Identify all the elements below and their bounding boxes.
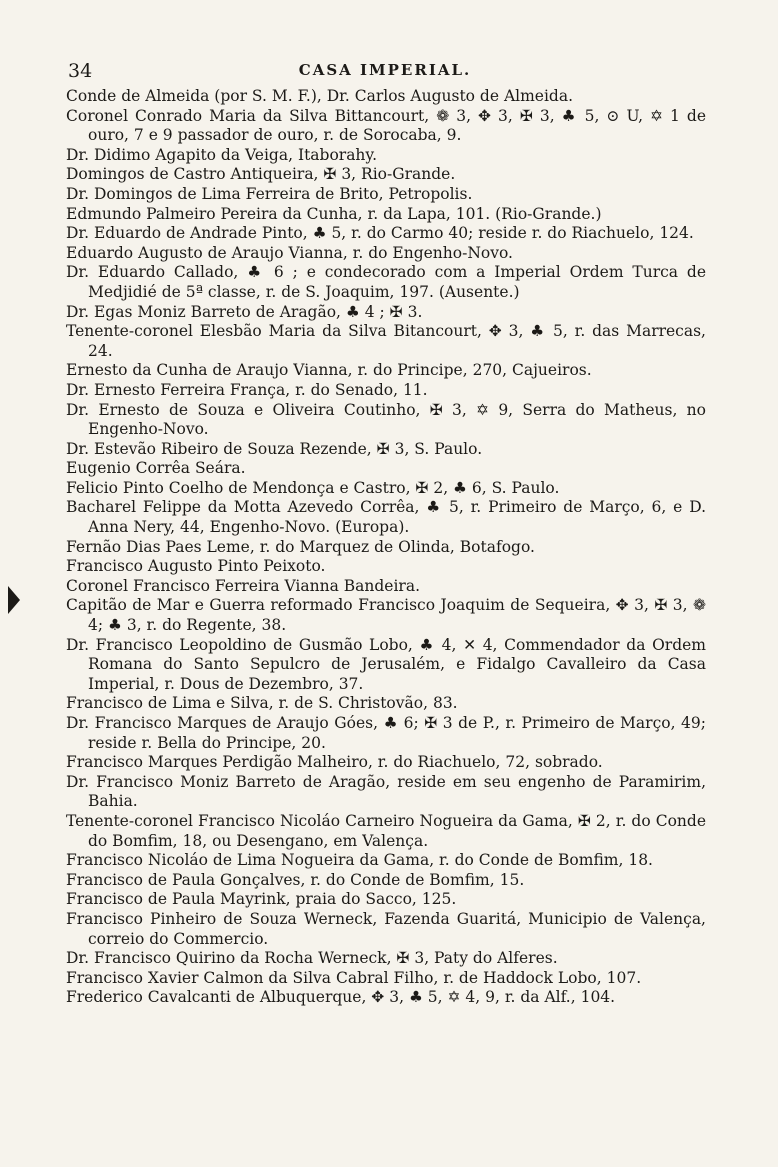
list-item: Dr. Francisco Quirino da Rocha Werneck, ✠ 3, Paty do Alferes.	[66, 949, 558, 968]
page-number: 34	[68, 60, 93, 82]
list-item: Bacharel Felippe da Motta Azevedo Corrêa, ♣ 5, r. Primeiro de Março, 6, e D. Anna Nery, 44, Engenho-Novo. (Europa).	[66, 498, 706, 537]
list-item: Dr. Ernesto Ferreira França, r. do Senado, 11.	[66, 380, 428, 399]
list-item: Francisco Pinheiro de Souza Werneck, Fazenda Guaritá, Municipio de Valença, correio do Commercio.	[66, 909, 706, 948]
list-item: Coronel Conrado Maria da Silva Bittancourt, ❁ 3, ✥ 3, ✠ 3, ♣ 5, ⊙ U, ✡ 1 de ouro, 7 e 9 passador de ouro, r. de Sorocaba, 9.	[66, 106, 706, 145]
list-item: Francisco Augusto Pinto Peixoto.	[66, 557, 326, 576]
list-item: Fernão Dias Paes Leme, r. do Marquez de Olinda, Botafogo.	[66, 537, 535, 556]
list-item: Dr. Estevão Ribeiro de Souza Rezende, ✠ 3, S. Paulo.	[66, 439, 483, 458]
list-item: Tenente-coronel Elesbão Maria da Silva Bitancourt, ✥ 3, ♣ 5, r. das Marrecas, 24.	[66, 322, 706, 360]
list-item: Conde de Almeida (por S. M. F.), Dr. Carlos Augusto de Almeida.	[66, 87, 574, 105]
running-title: CASA IMPERIAL.	[298, 61, 472, 79]
list-item: Dr. Francisco Marques de Araujo Góes, ♣ 6; ✠ 3 de P., r. Primeiro de Março, 49; reside r. Bella do Principe, 20.	[66, 714, 706, 752]
list-item: Francisco de Paula Gonçalves, r. do Conde de Bomfim, 15.	[66, 870, 525, 889]
list-item: Dr. Francisco Leopoldino de Gusmão Lobo, ♣ 4, ✕ 4, Commendador da Ordem Romana do Santo Sepulcro de Jerusalém, e Fidalgo Cavalleiro da Casa Imperial, r. Dous de Dezembro, 37.	[66, 635, 706, 693]
list-item: Eugenio Corrêa Seára.	[66, 459, 246, 478]
list-item: Dr. Domingos de Lima Ferreira de Brito, Petropolis.	[66, 184, 473, 203]
list-item: Dr. Egas Moniz Barreto de Aragão, ♣ 4 ; ✠ 3.	[66, 302, 423, 321]
list-item: Dr. Ernesto de Souza e Oliveira Coutinho, ✠ 3, ✡ 9, Serra do Matheus, no Engenho-Novo.	[66, 400, 706, 439]
entry-list	[66, 87, 706, 1008]
list-item: Capitão de Mar e Guerra reformado Francisco Joaquim de Sequeira, ✥ 3, ✠ 3, ❁ 4; ♣ 3, r. do Regente, 38.	[66, 596, 706, 635]
list-item: Edmundo Palmeiro Pereira da Cunha, r. da Lapa, 101. (Rio-Grande.)	[66, 204, 602, 223]
list-item: Frederico Cavalcanti de Albuquerque, ✥ 3, ♣ 5, ✡ 4, 9, r. da Alf., 104.	[66, 988, 616, 1007]
list-item: Francisco Nicoláo de Lima Nogueira da Gama, r. do Conde de Bomfim, 18.	[66, 851, 653, 870]
list-item: Domingos de Castro Antiqueira, ✠ 3, Rio-Grande.	[66, 165, 456, 184]
list-item: Tenente-coronel Francisco Nicoláo Carneiro Nogueira da Gama, ✠ 2, r. do Conde do Bomfim, 18, ou Desengano, em Valença.	[66, 811, 706, 850]
list-item: Dr. Francisco Moniz Barreto de Aragão, reside em seu engenho de Paramirim, Bahia.	[66, 772, 706, 811]
list-item: Dr. Eduardo de Andrade Pinto, ♣ 5, r. do Carmo 40; reside r. do Riachuelo, 124.	[66, 224, 694, 243]
list-item: Francisco Marques Perdigão Malheiro, r. do Riachuelo, 72, sobrado.	[66, 753, 603, 772]
list-item: Francisco de Paula Mayrink, praia do Sacco, 125.	[66, 890, 457, 909]
list-item: Dr. Didimo Agapito da Veiga, Itaborahy.	[66, 145, 378, 164]
list-item: Eduardo Augusto de Araujo Vianna, r. do Engenho-Novo.	[66, 243, 513, 262]
list-item: Francisco de Lima e Silva, r. de S. Christovão, 83.	[66, 694, 458, 713]
list-item: Dr. Eduardo Callado, ♣ 6 ; e condecorado com a Imperial Ordem Turca de Medjidié de 5ª classe, r. de S. Joaquim, 197. (Ausente.)	[66, 263, 706, 301]
list-item: Ernesto da Cunha de Araujo Vianna, r. do Principe, 270, Cajueiros.	[66, 361, 592, 380]
list-item: Felicio Pinto Coelho de Mendonça e Castro, ✠ 2, ♣ 6, S. Paulo.	[66, 478, 560, 497]
list-item: Francisco Xavier Calmon da Silva Cabral Filho, r. de Haddock Lobo, 107.	[66, 968, 642, 987]
margin-marker-icon	[8, 586, 20, 614]
page-header	[68, 60, 702, 84]
list-item: Coronel Francisco Ferreira Vianna Bandeira.	[66, 576, 420, 595]
